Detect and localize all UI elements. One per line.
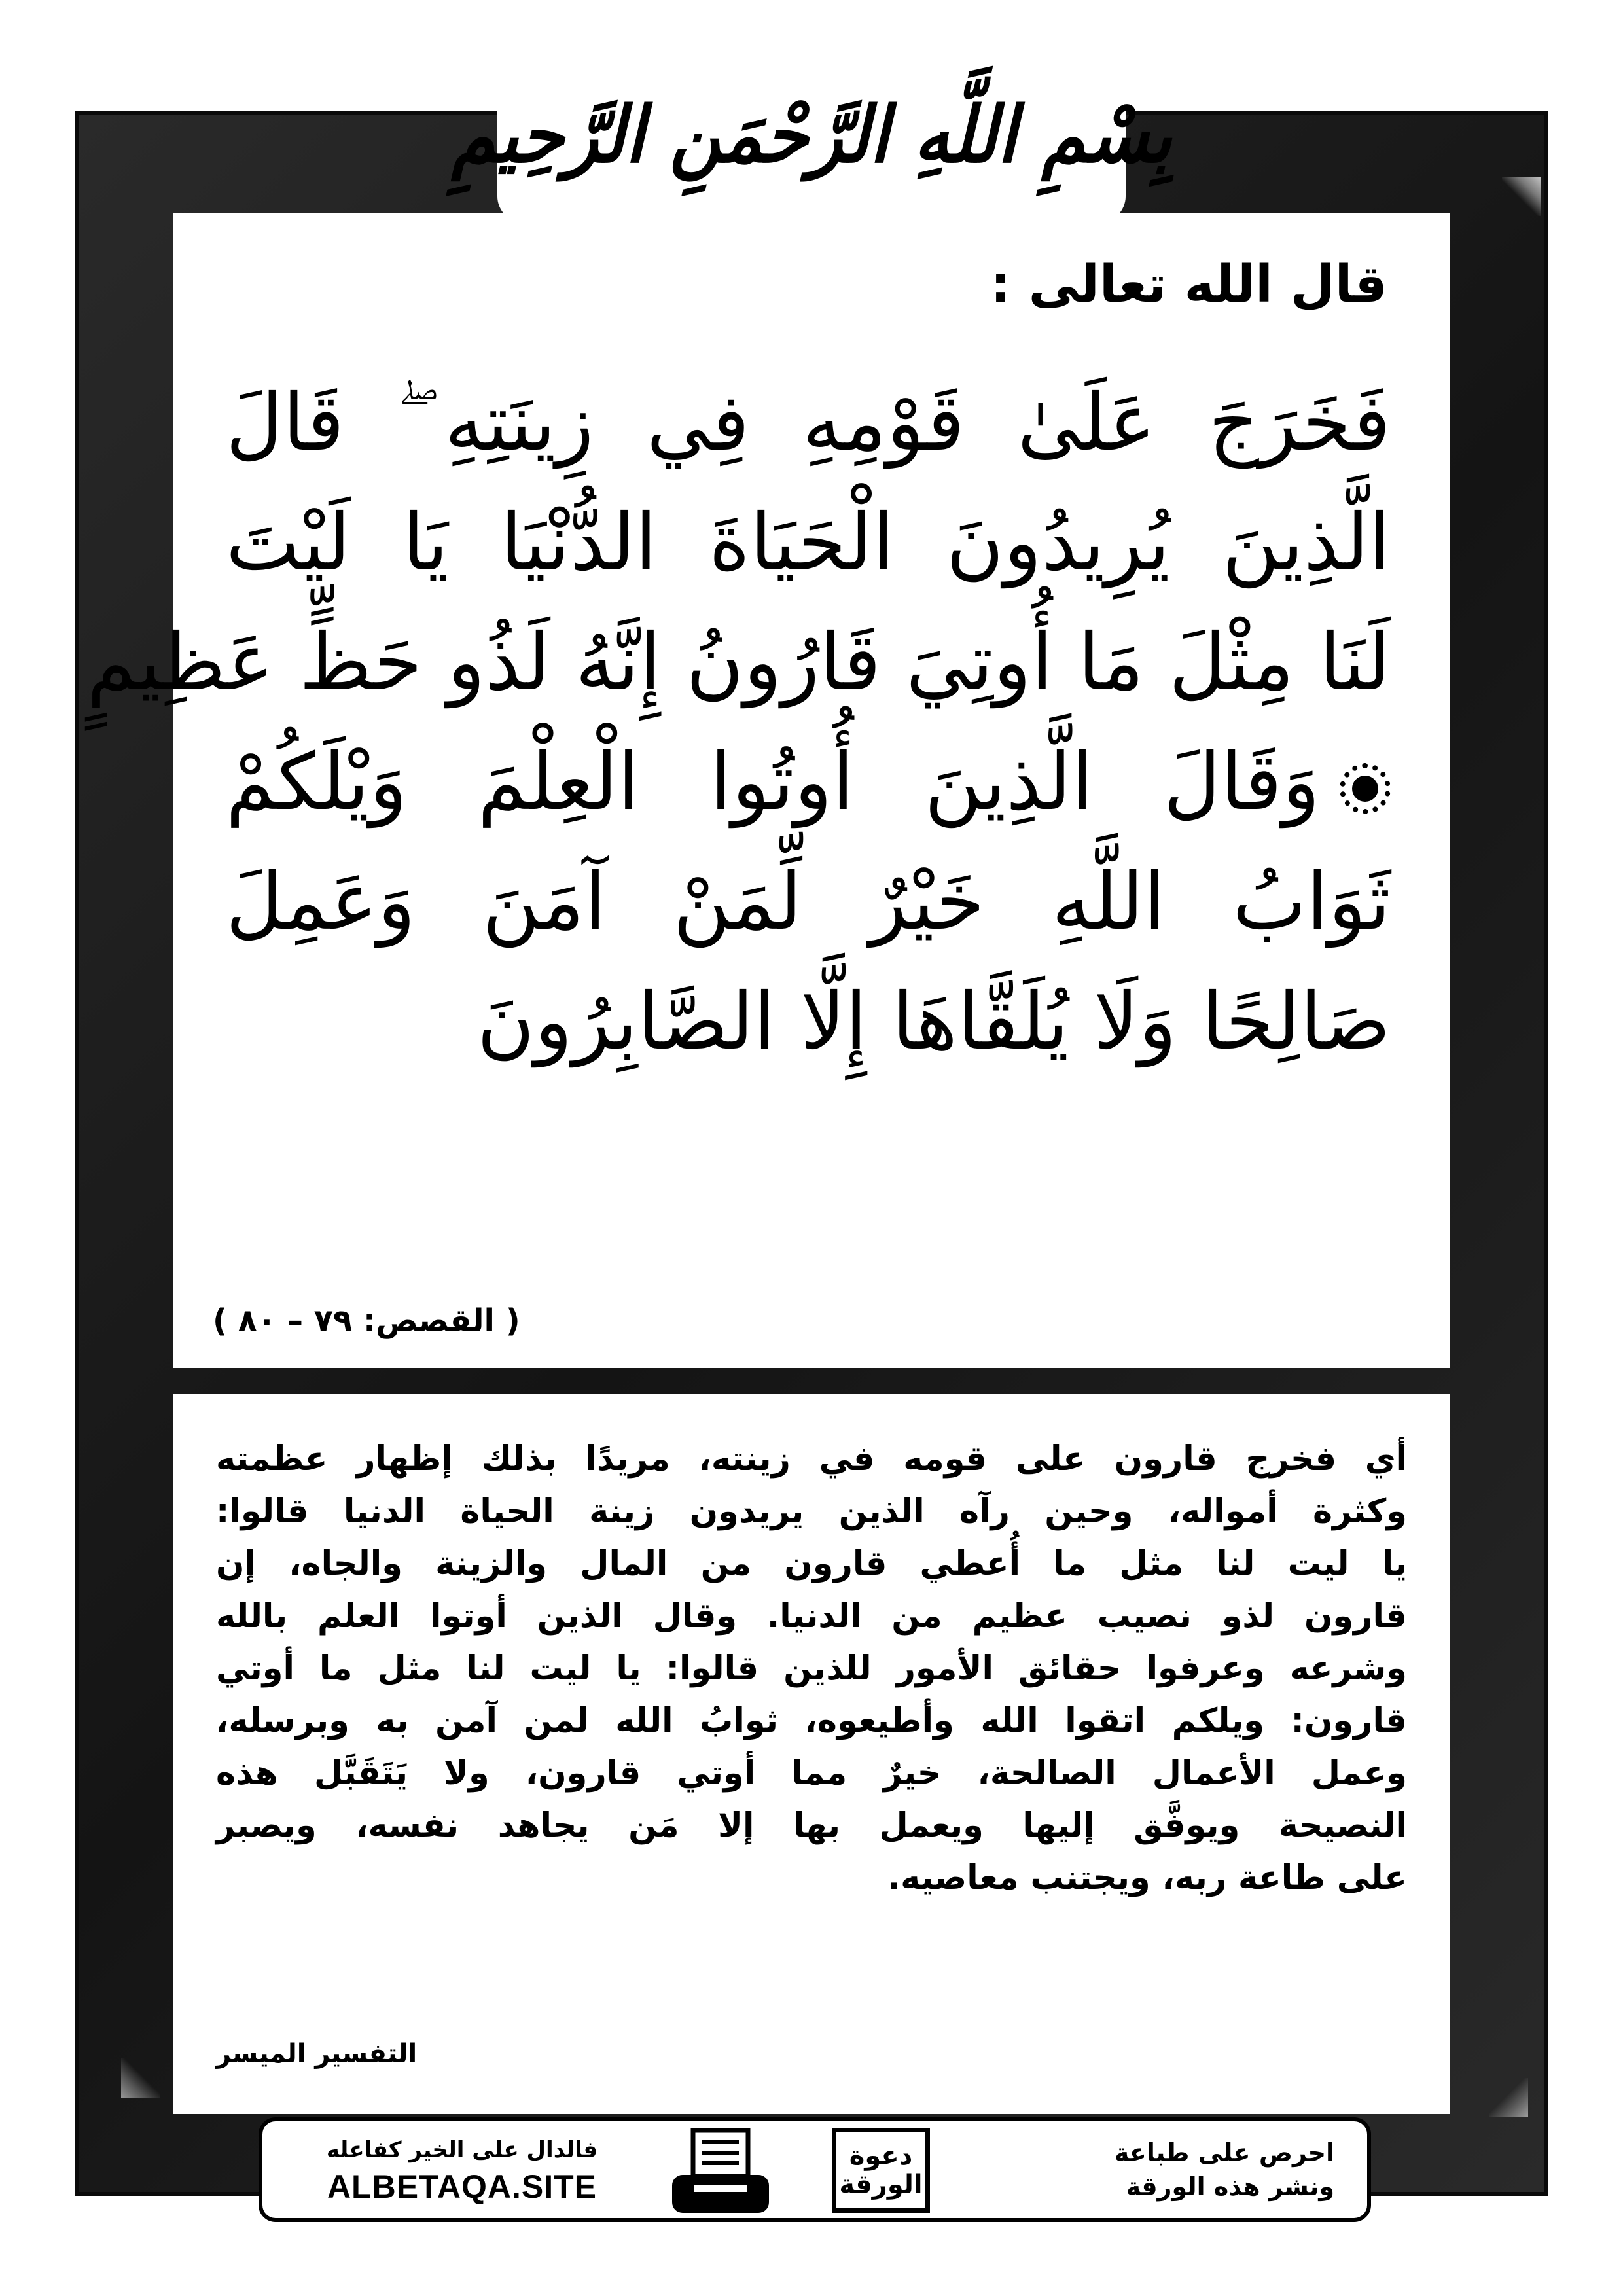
site-link[interactable]: ALBETAQA.SITE	[327, 2168, 597, 2205]
tafsir-line: يا ليت لنا مثل ما أُعطي قارون من المال والزينة والجاه، إن	[216, 1545, 1407, 1583]
verse-reference: ( القصص: ٧٩ – ٨٠ )	[213, 1302, 520, 1339]
logo-line: دعوة	[849, 2141, 913, 2171]
basmala-calligraphy: بِسْمِ اللَّهِ الرَّحْمَنِ الرَّحِيمِ	[451, 88, 1172, 180]
ayah-end-mark-icon	[1340, 763, 1391, 814]
tafsir-line: قارون: ويلكم اتقوا الله وأطيعوه، ثوابُ الله لمن آمن به وبرسله،	[216, 1702, 1407, 1740]
logo-line: الورقة	[839, 2170, 923, 2200]
frame-corner-ornament	[1489, 2078, 1528, 2117]
tafsir-line: أي فخرج قارون على قومه في زينته، مريدًا بذلك إظهار عظمته	[216, 1440, 1407, 1479]
print-note-line: احرص على طباعة	[1114, 2138, 1334, 2167]
frame-corner-ornament	[121, 2058, 160, 2098]
print-note-line: ونشر هذه الورقة	[1126, 2172, 1334, 2201]
print-note	[994, 2136, 1334, 2204]
verse-line: الَّذِينَ يُرِيدُونَ الْحَيَاةَ الدُّنْيَا يَا لَيْتَ	[226, 497, 1391, 588]
printer-icon	[668, 2126, 773, 2218]
frame-corner-ornament	[1502, 177, 1541, 216]
footer-banner	[259, 2117, 1371, 2222]
dawa-logo	[832, 2128, 930, 2213]
verse-intro: قال الله تعالى :	[990, 255, 1387, 314]
verse-line: صَالِحًا وَلَا يُلَقَّاهَا إِلَّا الصَّابِرُونَ	[476, 977, 1391, 1067]
site-block	[285, 2134, 639, 2208]
tafsir-line: النصيحة ويوفَّق إليها ويعمل بها إلا مَن يجاهد نفسه، ويصبر	[216, 1806, 1407, 1845]
tafsir-panel	[173, 1394, 1450, 2114]
verse-line: لَنَا مِثْلَ مَا أُوتِيَ قَارُونُ إِنَّهُ لَذُو حَظٍّ عَظِيمٍ	[86, 617, 1391, 708]
quran-panel	[86, 213, 1450, 1368]
quran-verse	[86, 363, 1391, 1082]
verse-line: وَقَالَ الَّذِينَ أُوتُوا الْعِلْمَ وَيْلَكُمْ	[226, 737, 1320, 828]
tafsir-source: التفسير الميسر	[216, 2039, 418, 2069]
verse-line: ثَوَابُ اللَّهِ خَيْرٌ لِّمَنْ آمَنَ وَعَمِلَ	[226, 857, 1391, 948]
tafsir-line: على طاعة ربه، ويجتنب معاصيه.	[887, 1859, 1407, 1897]
tafsir-line: وكثرة أمواله، وحين رآه الذين يريدون زينة الحياة الدنيا قالوا:	[216, 1492, 1407, 1531]
tafsir-line: وشرعه وعرفوا حقائق الأمور للذين قالوا: يا ليت لنا مثل ما أوتي	[216, 1649, 1407, 1688]
tafsir-text	[216, 1433, 1407, 1905]
verse-line: فَخَرَجَ عَلَىٰ قَوْمِهِ فِي زِينَتِهِ ۖ قَالَ	[226, 378, 1391, 469]
basmala-header	[451, 46, 1172, 223]
tagline: فالدال على الخير كفاعله	[326, 2137, 598, 2163]
tafsir-line: قارون لذو نصيب عظيم من الدنيا. وقال الذين أوتوا العلم بالله	[216, 1597, 1407, 1636]
verse-line-with-ayah-mark	[226, 723, 1391, 842]
tafsir-line: وعمل الأعمال الصالحة، خيرٌ مما أوتي قارون، ولا يَتَقَبَّل هذه	[216, 1754, 1407, 1793]
